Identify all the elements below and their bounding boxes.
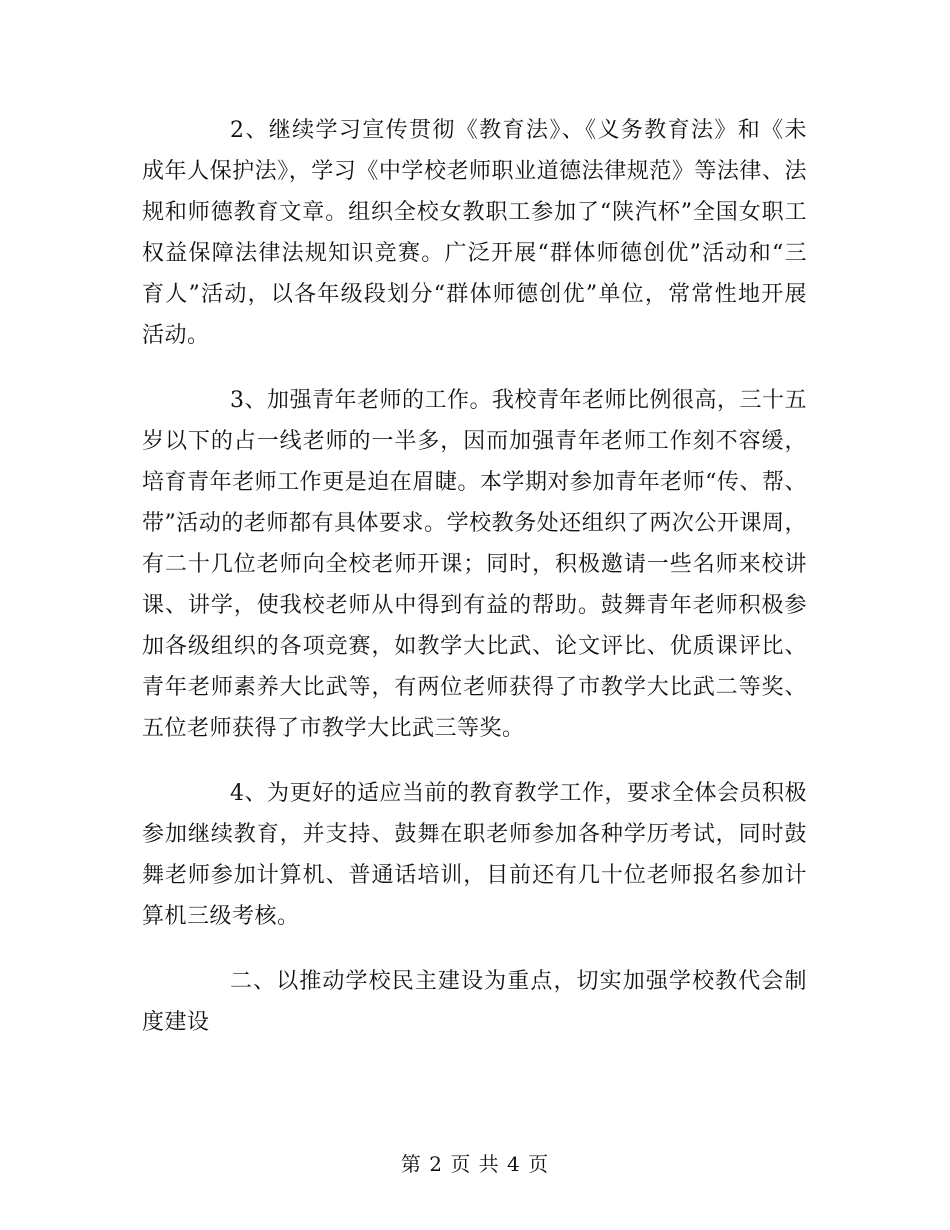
paragraph-item-3: 3、加强青年老师的工作。我校青年老师比例很高，三十五岁以下的占一线老师的一半多，因而加强青年老师工作刻不容缓，培育青年老师工作更是迫在眉睫。本学期对参加青年老师“传、帮、带”活动的老师都有具体要求。学校教务处还组织了两次公开课周，有二十几位老师向全校老师开课；同时，积极邀请一些名师来校讲课、讲学，使我校老师从中得到有益的帮助。鼓舞青年老师积极参加各级组织的各项竞赛，如教学大比武、论文评比、优质课评比、青年老师素养大比武等，有两位老师获得了市教学大比武二等奖、五位老师获得了市教学大比武三等奖。 bbox=[142, 388, 807, 741]
page-footer: 第 2 页 共 4 页 bbox=[400, 1152, 550, 1176]
paragraph-item-4: 4、为更好的适应当前的教育教学工作，要求全体会员积极参加继续教育，并支持、鼓舞在职老师参加各种学历考试，同时鼓舞老师参加计算机、普通话培训，目前还有几十位老师报名参加计算机三级考核。 bbox=[142, 781, 807, 929]
body-text bbox=[142, 110, 807, 1043]
paragraph-item-2: 2、继续学习宣传贯彻《教育法》、《义务教育法》和《未成年人保护法》，学习《中学校老师职业道德法律规范》等法律、法规和师德教育文章。组织全校女教职工参加了“陕汽杯”全国女职工权益保障法律法规知识竞赛。广泛开展“群体师德创优”活动和“三育人”活动，以各年级段划分“群体师德创优”单位，常常性地开展活动。 bbox=[142, 118, 807, 348]
section-heading-2: 二、以推动学校民主建设为重点，切实加强学校教代会制度建设 bbox=[142, 969, 807, 1035]
